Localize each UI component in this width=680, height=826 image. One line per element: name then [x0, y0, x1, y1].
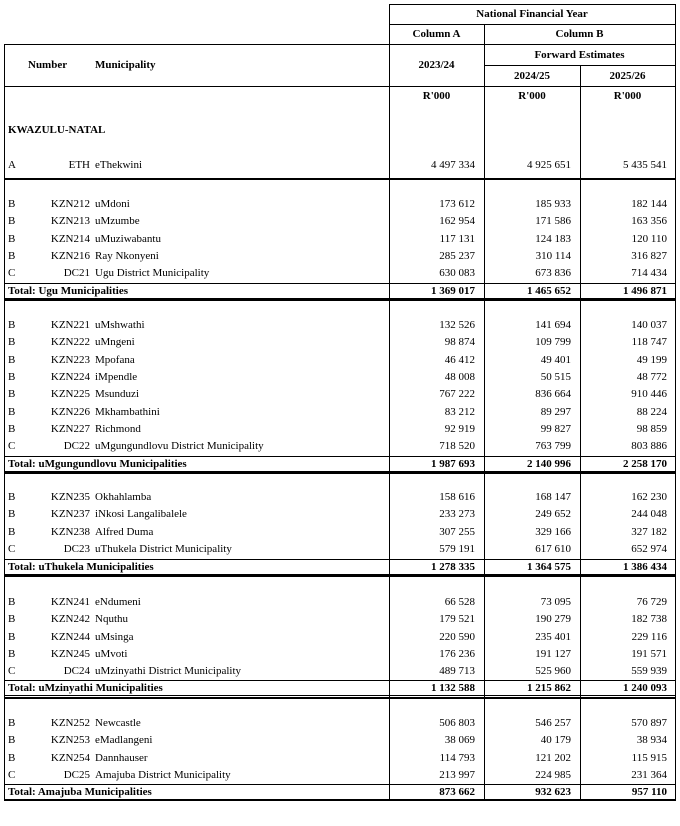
- row-value-2024-25: 121 202: [535, 751, 571, 764]
- row-value-2023-24: 179 521: [439, 613, 475, 626]
- row-code: DC23: [63, 542, 90, 555]
- row-value-2025-26: 559 939: [631, 665, 667, 678]
- total-row-top-rule: [4, 559, 676, 560]
- row-code: KZN237: [50, 508, 90, 521]
- row-code: KZN245: [50, 647, 90, 660]
- row-code: KZN252: [50, 717, 90, 729]
- row-municipality-name: uMshwathi: [95, 319, 145, 331]
- row-value-2023-24: 162 954: [439, 215, 475, 228]
- row-value-2023-24: 489 713: [439, 665, 475, 678]
- row-category: C: [8, 267, 16, 280]
- row-value-2023-24: 46 412: [444, 353, 475, 366]
- unit-label-a: R'000: [422, 90, 451, 102]
- total-row-label: Total: uMzinyathi Municipalities: [8, 682, 163, 694]
- row-municipality-name: uMsinga: [95, 630, 134, 643]
- row-category: B: [8, 717, 16, 729]
- row-value-2024-25: 546 257: [535, 717, 571, 729]
- total-row-top-rule: [4, 680, 676, 681]
- row-value-2024-25: 310 114: [535, 249, 571, 262]
- row-code: KZN221: [50, 319, 90, 331]
- row-value-2025-26: 910 446: [631, 388, 667, 401]
- row-code: DC22: [63, 440, 90, 453]
- header-municipality: Municipality: [95, 59, 156, 71]
- row-value-2025-26: 803 886: [631, 440, 667, 453]
- row-code: KZN226: [50, 405, 90, 418]
- row-value-2025-26: 5 435 541: [623, 159, 667, 171]
- row-value-2025-26: 49 199: [636, 353, 667, 366]
- row-value-2024-25: 224 985: [535, 768, 571, 781]
- row-municipality-name: eMadlangeni: [95, 734, 153, 747]
- total-row-label: Total: Ugu Municipalities: [8, 285, 128, 297]
- row-category: B: [8, 232, 16, 245]
- row-value-2023-24: 718 520: [439, 440, 475, 453]
- row-value-2024-25: 4 925 651: [527, 159, 571, 171]
- row-municipality-name: uMuziwabantu: [95, 232, 161, 245]
- row-code: KZN224: [50, 370, 90, 383]
- row-value-2023-24: 173 612: [439, 198, 475, 210]
- row-value-2025-26: 38 934: [636, 734, 667, 747]
- total-value-2023-24: 1 369 017: [431, 285, 475, 297]
- total-row-bottom-rule: [4, 471, 676, 472]
- total-row-bottom-rule: [4, 695, 676, 696]
- row-code: KZN216: [50, 249, 90, 262]
- row-category: B: [8, 422, 16, 435]
- row-municipality-name: Richmond: [95, 422, 141, 435]
- row-value-2025-26: 88 224: [636, 405, 667, 418]
- total-row-top-rule: [4, 784, 676, 785]
- row-code: KZN213: [50, 215, 90, 228]
- row-code: KZN214: [50, 232, 90, 245]
- row-category: B: [8, 370, 16, 383]
- header-year-2023-24: 2023/24: [418, 59, 455, 71]
- row-code: KZN241: [50, 596, 90, 608]
- row-category: B: [8, 405, 16, 418]
- header-column-b: Column B: [555, 28, 604, 40]
- left-border: [4, 44, 5, 801]
- total-row-bottom-rule: [4, 298, 676, 299]
- group-divider: [4, 178, 676, 180]
- row-municipality-name: uMvoti: [95, 647, 128, 660]
- row-value-2024-25: 99 827: [540, 422, 571, 435]
- row-value-2023-24: 285 237: [439, 249, 475, 262]
- row-value-2025-26: 118 747: [631, 336, 667, 349]
- row-value-2024-25: 673 836: [535, 267, 571, 280]
- total-row-label: Total: Amajuba Municipalities: [8, 786, 152, 798]
- row-municipality-name: Msunduzi: [95, 388, 139, 401]
- row-value-2023-24: 506 803: [439, 717, 475, 729]
- row-value-2025-26: 570 897: [631, 717, 667, 729]
- total-value-2024-25: 1 465 652: [527, 285, 571, 297]
- row-category: B: [8, 249, 16, 262]
- row-value-2024-25: 185 933: [535, 198, 571, 210]
- total-value-2025-26: 2 258 170: [623, 458, 667, 470]
- row-value-2024-25: 50 515: [540, 370, 571, 383]
- row-value-2025-26: 316 827: [631, 249, 667, 262]
- row-value-2025-26: 231 364: [631, 768, 667, 781]
- row-municipality-name: uMngeni: [95, 336, 135, 349]
- col-divider-b2: [580, 65, 581, 801]
- row-municipality-name: Mkhambathini: [95, 405, 160, 418]
- row-value-2025-26: 115 915: [631, 751, 667, 764]
- row-value-2024-25: 763 799: [535, 440, 571, 453]
- row-category: C: [8, 440, 16, 453]
- row-value-2023-24: 132 526: [439, 319, 475, 331]
- row-code: KZN253: [50, 734, 90, 747]
- row-value-2025-26: 120 110: [631, 232, 667, 245]
- row-value-2023-24: 307 255: [439, 525, 475, 538]
- row-code: KZN244: [50, 630, 90, 643]
- header-number: Number: [28, 59, 68, 71]
- row-value-2025-26: 714 434: [631, 267, 667, 280]
- row-value-2025-26: 182 144: [631, 198, 667, 210]
- row-category: A: [8, 159, 16, 171]
- group-divider: [4, 697, 676, 699]
- header-year-2024-25: 2024/25: [513, 70, 551, 82]
- row-municipality-name: Ray Nkonyeni: [95, 249, 159, 262]
- row-value-2025-26: 327 182: [631, 525, 667, 538]
- total-value-2023-24: 1 278 335: [431, 561, 475, 573]
- header-forward-estimates: Forward Estimates: [534, 49, 625, 61]
- row-value-2024-25: 124 183: [535, 232, 571, 245]
- row-category: B: [8, 647, 16, 660]
- row-code: KZN242: [50, 613, 90, 626]
- row-value-2023-24: 48 008: [444, 370, 475, 383]
- row-category: B: [8, 596, 16, 608]
- col-divider-b1: [484, 24, 485, 801]
- row-municipality-name: eThekwini: [95, 159, 143, 171]
- row-value-2024-25: 40 179: [540, 734, 571, 747]
- total-value-2024-25: 932 623: [535, 786, 571, 798]
- row-category: C: [8, 542, 16, 555]
- row-municipality-name: Alfred Duma: [95, 525, 154, 538]
- row-category: B: [8, 388, 16, 401]
- row-value-2023-24: 767 222: [439, 388, 475, 401]
- group-divider: [4, 472, 676, 474]
- row-value-2025-26: 229 116: [631, 630, 667, 643]
- total-value-2023-24: 1 132 588: [431, 682, 475, 694]
- row-value-2023-24: 176 236: [439, 647, 475, 660]
- total-value-2025-26: 1 240 093: [623, 682, 667, 694]
- row-value-2023-24: 38 069: [444, 734, 475, 747]
- row-value-2025-26: 76 729: [636, 596, 667, 608]
- row-code: KZN238: [50, 525, 90, 538]
- row-municipality-name: eNdumeni: [95, 596, 141, 608]
- row-value-2023-24: 117 131: [439, 232, 475, 245]
- right-border: [675, 4, 676, 801]
- row-value-2024-25: 190 279: [535, 613, 571, 626]
- total-value-2025-26: 1 496 871: [623, 285, 667, 297]
- row-value-2024-25: 525 960: [535, 665, 571, 678]
- row-category: B: [8, 751, 16, 764]
- header-bottom-border: [4, 86, 676, 87]
- group-divider: [4, 575, 676, 577]
- row-category: C: [8, 665, 16, 678]
- row-value-2025-26: 98 859: [636, 422, 667, 435]
- row-category: B: [8, 353, 16, 366]
- header-year-2025-26: 2025/26: [609, 70, 646, 82]
- group-divider: [4, 299, 676, 301]
- row-value-2025-26: 652 974: [631, 542, 667, 555]
- row-value-2025-26: 163 356: [631, 215, 667, 228]
- row-value-2023-24: 114 793: [439, 751, 475, 764]
- row-code: KZN225: [50, 388, 90, 401]
- row-value-2023-24: 233 273: [439, 508, 475, 521]
- unit-label-b2: R'000: [613, 90, 642, 102]
- total-row-bottom-rule: [4, 574, 676, 575]
- total-value-2024-25: 1 215 862: [527, 682, 571, 694]
- row-code: DC21: [63, 267, 90, 280]
- row-value-2025-26: 48 772: [636, 370, 667, 383]
- row-code: DC24: [63, 665, 90, 678]
- total-row-top-rule: [4, 283, 676, 284]
- total-value-2025-26: 957 110: [631, 786, 667, 798]
- row-category: B: [8, 215, 16, 228]
- row-municipality-name: iMpendle: [95, 370, 138, 383]
- total-value-2023-24: 1 987 693: [431, 458, 475, 470]
- total-value-2025-26: 1 386 434: [623, 561, 667, 573]
- row-municipality-name: Nquthu: [95, 613, 128, 626]
- row-value-2023-24: 92 919: [444, 422, 475, 435]
- row-category: B: [8, 734, 16, 747]
- row-value-2024-25: 617 610: [535, 542, 571, 555]
- row-municipality-name: Dannhauser: [95, 751, 148, 764]
- total-value-2024-25: 1 364 575: [527, 561, 571, 573]
- total-value-2024-25: 2 140 996: [527, 458, 571, 470]
- row-value-2024-25: 168 147: [535, 491, 571, 503]
- row-municipality-name: uMzinyathi District Municipality: [95, 665, 242, 678]
- total-row-top-rule: [4, 456, 676, 457]
- total-value-2023-24: 873 662: [439, 786, 475, 798]
- row-value-2023-24: 98 874: [444, 336, 475, 349]
- table-bottom-border: [4, 800, 676, 801]
- row-value-2023-24: 220 590: [439, 630, 475, 643]
- row-code: ETH: [68, 159, 90, 171]
- unit-label-b1: R'000: [518, 90, 546, 102]
- total-row-bottom-rule: [4, 799, 676, 800]
- row-value-2023-24: 158 616: [439, 491, 475, 503]
- row-code: KZN227: [50, 422, 90, 435]
- row-municipality-name: Mpofana: [95, 353, 135, 366]
- row-value-2025-26: 244 048: [631, 508, 667, 521]
- row-code: KZN235: [50, 491, 90, 503]
- row-value-2024-25: 249 652: [535, 508, 571, 521]
- header-column-a: Column A: [412, 28, 461, 40]
- row-code: KZN254: [50, 751, 90, 764]
- row-category: C: [8, 768, 16, 781]
- row-category: B: [8, 319, 16, 331]
- row-value-2025-26: 162 230: [631, 491, 667, 503]
- row-code: KZN212: [50, 198, 90, 210]
- row-category: B: [8, 525, 16, 538]
- row-value-2024-25: 49 401: [540, 353, 571, 366]
- col-divider-a: [389, 4, 390, 801]
- row-value-2024-25: 191 127: [535, 647, 571, 660]
- row-value-2025-26: 140 037: [631, 319, 667, 331]
- row-value-2025-26: 191 571: [631, 647, 667, 660]
- row-municipality-name: Ugu District Municipality: [95, 267, 210, 280]
- total-row-label: Total: uMgungundlovu Municipalities: [8, 458, 187, 470]
- header-border-columns: [4, 44, 676, 45]
- row-value-2023-24: 213 997: [439, 768, 475, 781]
- row-value-2024-25: 109 799: [535, 336, 571, 349]
- row-value-2024-25: 89 297: [540, 405, 571, 418]
- row-value-2024-25: 141 694: [535, 319, 571, 331]
- row-municipality-name: Newcastle: [95, 717, 141, 729]
- row-municipality-name: iNkosi Langalibalele: [95, 508, 187, 521]
- row-value-2024-25: 235 401: [535, 630, 571, 643]
- row-municipality-name: uThukela District Municipality: [95, 542, 232, 555]
- row-value-2024-25: 329 166: [535, 525, 571, 538]
- row-municipality-name: uMzumbe: [95, 215, 140, 228]
- total-row-label: Total: uThukela Municipalities: [8, 561, 154, 573]
- row-category: B: [8, 630, 16, 643]
- row-category: B: [8, 613, 16, 626]
- row-municipality-name: Amajuba District Municipality: [95, 768, 231, 781]
- row-value-2024-25: 171 586: [535, 215, 571, 228]
- row-value-2023-24: 630 083: [439, 267, 475, 280]
- row-category: B: [8, 336, 16, 349]
- row-value-2023-24: 66 528: [444, 596, 475, 608]
- row-municipality-name: uMgungundlovu District Municipality: [95, 440, 264, 453]
- row-value-2023-24: 4 497 334: [431, 159, 475, 171]
- row-code: DC25: [63, 768, 90, 781]
- row-value-2024-25: 836 664: [535, 388, 571, 401]
- row-value-2023-24: 83 212: [444, 405, 475, 418]
- header-national-financial-year: National Financial Year: [476, 8, 588, 20]
- header-border-nfy: [389, 24, 676, 25]
- province-heading: KWAZULU-NATAL: [8, 124, 106, 136]
- row-code: KZN223: [50, 353, 90, 366]
- row-value-2025-26: 182 738: [631, 613, 667, 626]
- row-category: B: [8, 508, 16, 521]
- row-value-2023-24: 579 191: [439, 542, 475, 555]
- row-municipality-name: uMdoni: [95, 198, 130, 210]
- row-code: KZN222: [50, 336, 90, 349]
- header-top-border: [389, 4, 676, 5]
- row-category: B: [8, 491, 16, 503]
- row-category: B: [8, 198, 16, 210]
- row-value-2024-25: 73 095: [540, 596, 571, 608]
- row-municipality-name: Okhahlamba: [95, 491, 152, 503]
